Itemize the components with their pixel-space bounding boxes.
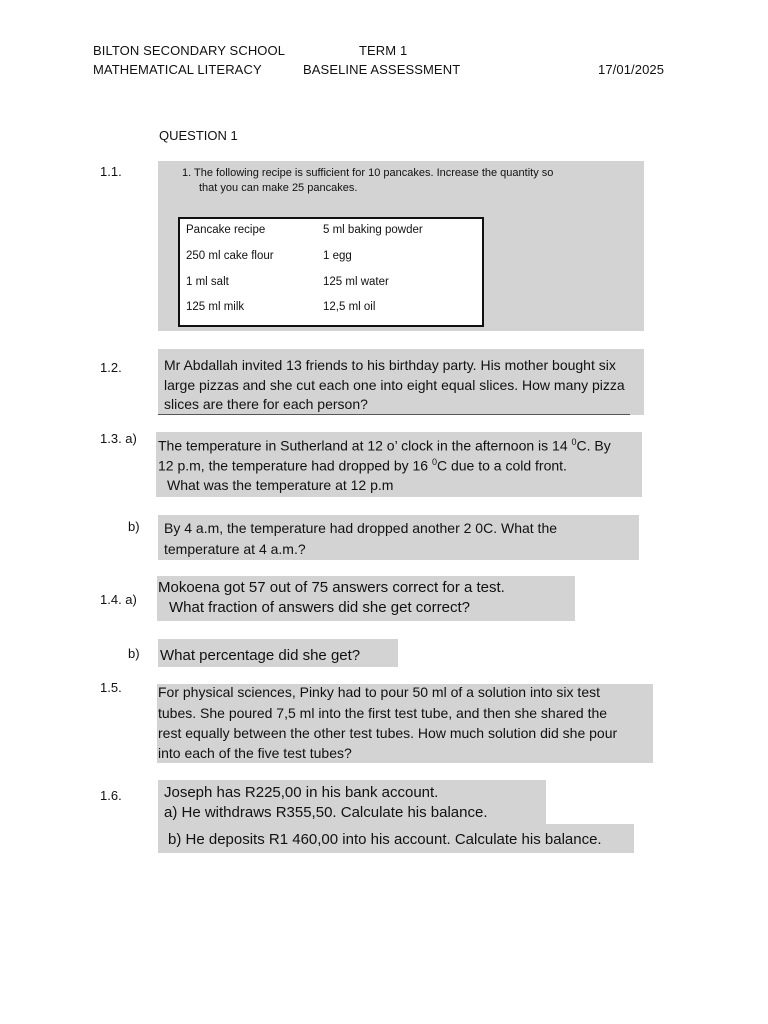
degree-superscript: 0 [431, 457, 437, 467]
question-1-5-box [157, 684, 653, 763]
question-1-3a-line2-post: C due to a cold front. [436, 457, 567, 474]
question-1-3b-line1: By 4 a.m, the temperature had dropped another 2 0C. What the [164, 520, 558, 536]
question-1-6-line3: b) He deposits R1 460,00 into his account. Calculate his balance. [168, 831, 602, 848]
recipe-cell: 1 egg [323, 250, 352, 262]
question-1-2-line2: large pizzas and she cut each one into eight equal slices. How many pizza [164, 377, 625, 393]
question-1-1-line1: 1. The following recipe is sufficient for 10 pancakes. Increase the quantity so [182, 167, 554, 179]
question-number-1-1: 1.1. [100, 164, 122, 179]
question-1-6-line1: Joseph has R225,00 in his bank account. [164, 784, 439, 801]
question-1-1-line2: that you can make 25 pancakes. [199, 182, 358, 194]
recipe-table [178, 217, 484, 327]
question-1-5-line3: rest equally between the other test tubes. How much solution did she pour [158, 725, 618, 741]
question-1-5-line2: tubes. She poured 7,5 ml into the first test tube, and then she shared the [158, 705, 608, 721]
question-1-6-line2: a) He withdraws R355,50. Calculate his balance. [164, 804, 488, 821]
question-1-3a-line1-pre: The temperature in Sutherland at 12 o’ clock in the afternoon is 14 [158, 437, 572, 454]
recipe-cell: 125 ml water [323, 276, 389, 288]
degree-superscript: 0 [571, 437, 577, 447]
question-1-3a-line2-pre: 12 p.m, the temperature had dropped by 16 [158, 457, 432, 474]
recipe-cell: 5 ml baking powder [323, 224, 423, 236]
question-1-6-box-bottom [158, 824, 634, 853]
recipe-cell: Pancake recipe [186, 224, 266, 236]
question-1-5-line1: For physical sciences, Pinky had to pour 50 ml of a solution into six test [158, 684, 600, 700]
question-number-1-3: 1.3. a) [100, 431, 137, 446]
question-1-2-rule [158, 414, 630, 415]
date-label: 17/01/2025 [598, 62, 665, 77]
question-number-1-4: 1.4. a) [100, 592, 137, 607]
question-1-4b-line1: What percentage did she get? [160, 647, 361, 664]
recipe-cell: 125 ml milk [186, 301, 245, 313]
question-1-3b-line2: temperature at 4 a.m.? [164, 541, 306, 557]
question-1-5-line4: into each of the five test tubes? [158, 745, 352, 761]
question-1-6-box-top [158, 780, 546, 824]
question-1-3b-box [158, 515, 639, 560]
question-1-2-line3: slices are there for each person? [164, 396, 368, 412]
question-number-1-6: 1.6. [100, 788, 122, 803]
recipe-cell: 1 ml salt [186, 276, 229, 288]
question-1-3a-line2 [158, 457, 567, 474]
question-1-3a-line3: What was the temperature at 12 p.m [167, 477, 394, 493]
question-1-3a-line1-post: C. By [576, 437, 611, 454]
term-label: TERM 1 [359, 43, 408, 58]
school-name: BILTON SECONDARY SCHOOL [93, 43, 286, 58]
question-1-4a-box [157, 576, 575, 621]
question-1-4a-line1: Mokoena got 57 out of 75 answers correct for a test. [158, 579, 505, 596]
assessment-name: BASELINE ASSESSMENT [303, 62, 461, 77]
question-1-3b-label: b) [128, 519, 140, 534]
question-number-1-5: 1.5. [100, 680, 122, 695]
question-1-4a-line2: What fraction of answers did she get correct? [169, 599, 470, 616]
question-1-1-box [158, 161, 644, 331]
question-title: QUESTION 1 [159, 128, 238, 143]
recipe-cell: 250 ml cake flour [186, 250, 274, 262]
question-1-3a-box [156, 432, 642, 497]
question-1-2-line1: Mr Abdallah invited 13 friends to his birthday party. His mother bought six [164, 357, 616, 373]
subject-name: MATHEMATICAL LITERACY [93, 62, 262, 77]
question-1-4b-label: b) [128, 646, 140, 661]
recipe-cell: 12,5 ml oil [323, 301, 376, 313]
question-1-3a-line1 [158, 437, 611, 454]
question-1-2-box [158, 349, 644, 415]
question-number-1-2: 1.2. [100, 360, 122, 375]
question-1-4b-box [158, 639, 398, 667]
